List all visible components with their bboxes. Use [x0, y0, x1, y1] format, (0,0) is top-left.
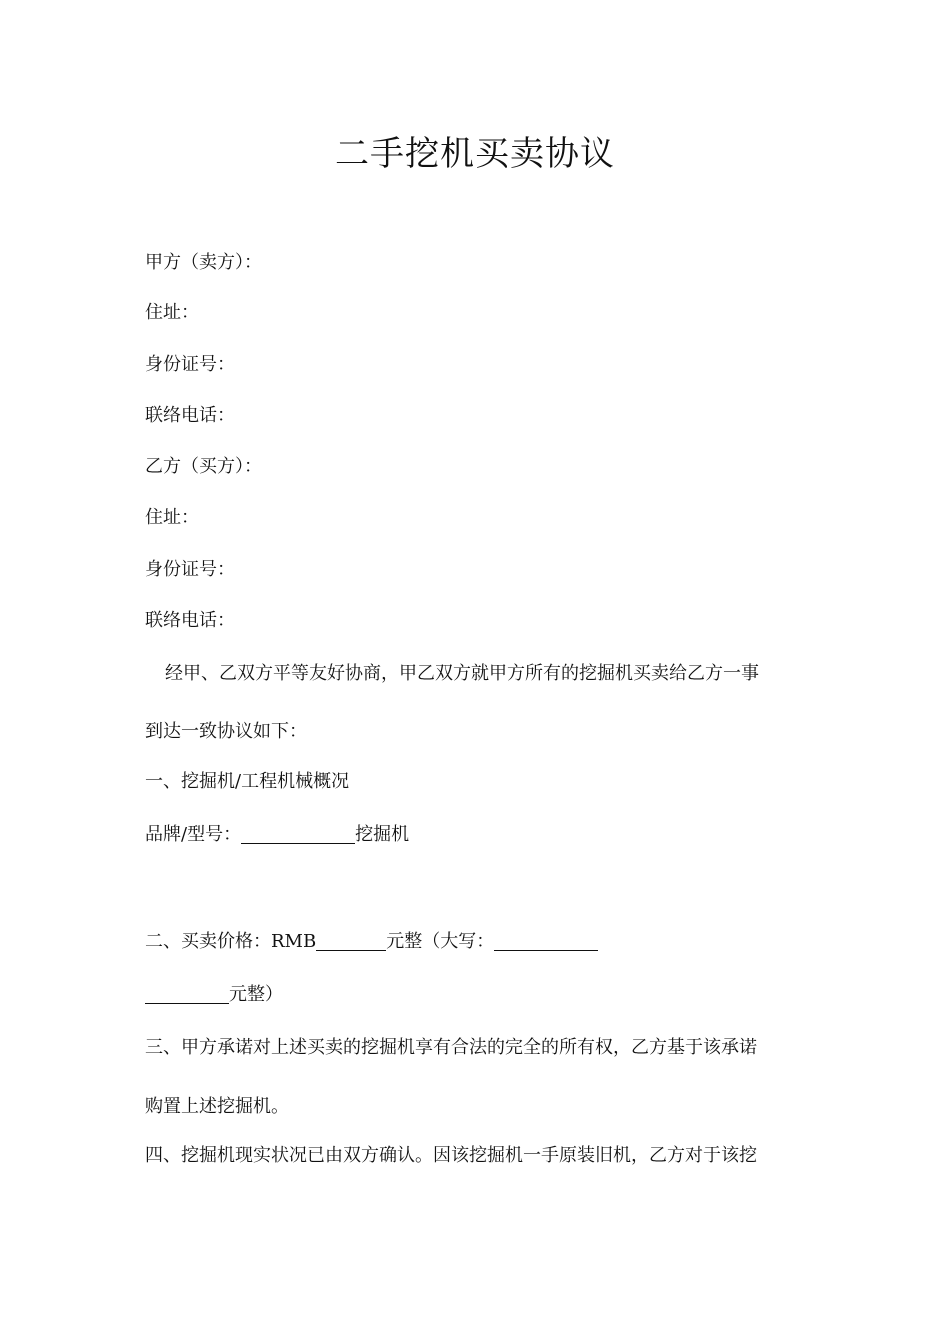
party-b-phone: 联络电话：: [145, 610, 235, 631]
section1-heading: 一、挖掘机/工程机械概况: [145, 771, 350, 792]
price-words-blank: [494, 932, 598, 951]
party-a-phone: 联络电话：: [145, 405, 235, 426]
price-line-2: [145, 980, 283, 1006]
price-end: 元整）: [229, 984, 283, 1005]
price-label: 二、买卖价格：RMB: [145, 931, 317, 952]
intro-line-2: 到达一致协议如下：: [145, 721, 307, 742]
party-a-address: 住址：: [145, 302, 199, 323]
party-a-heading: 甲方（卖方）：: [145, 252, 262, 273]
brand-model-blank: [241, 825, 355, 844]
brand-model-label: 品牌/型号：: [145, 824, 242, 845]
section3-line-1: 三、甲方承诺对上述买卖的挖掘机享有合法的完全的所有权，乙方基于该承诺: [145, 1037, 757, 1058]
party-b-id: 身份证号：: [145, 559, 235, 580]
intro-line-1: 经甲、乙双方平等友好协商，甲乙双方就甲方所有的挖掘机买卖给乙方一事: [165, 663, 759, 684]
section4-line-1: 四、挖掘机现实状况已由双方确认。因该挖掘机一手原装旧机，乙方对于该挖: [145, 1145, 757, 1166]
brand-model-line: [145, 820, 409, 846]
price-line: [145, 927, 598, 953]
section3-line-2: 购置上述挖掘机。: [145, 1096, 289, 1117]
party-b-heading: 乙方（买方）：: [145, 456, 262, 477]
document-title: 二手挖机买卖协议: [335, 134, 615, 174]
price-words-blank-2: [145, 985, 229, 1004]
party-b-address: 住址：: [145, 507, 199, 528]
brand-model-suffix: 挖掘机: [355, 824, 410, 845]
party-a-id: 身份证号：: [145, 354, 235, 375]
price-numeric-blank: [316, 932, 386, 951]
price-mid: 元整（大写：: [386, 931, 495, 952]
